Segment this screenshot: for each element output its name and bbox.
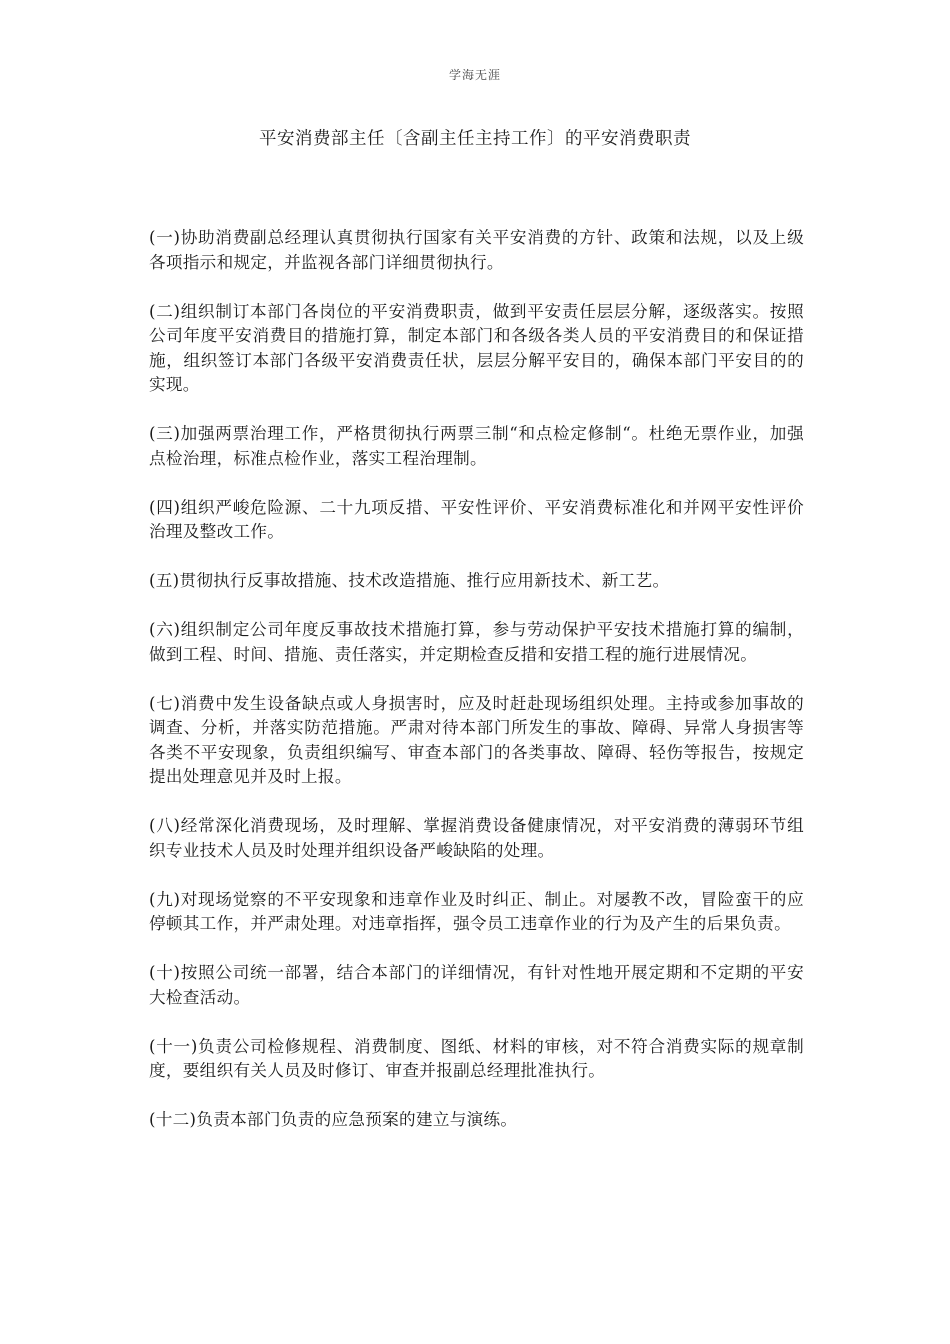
paragraph-2: (二)组织制订本部门各岗位的平安消费职责，做到平安责任层层分解，逐级落实。按照公司年度平安消费目的措施打算，制定本部门和各级各类人员的平安消费目的和保证措施，组织签订本部门各级平安消费责任状，层层分解平安目的，确保本部门平安目的的实现。	[149, 301, 804, 394]
paragraph-5: (五)贯彻执行反事故措施、技术改造措施、推行应用新技术、新工艺。	[149, 571, 670, 590]
document-body	[149, 226, 804, 1157]
paragraph-4: (四)组织严峻危险源、二十九项反措、平安性评价、平安消费标准化和并网平安性评价治理及整改工作。	[149, 497, 804, 541]
paragraph-8: (八)经常深化消费现场，及时理解、掌握消费设备健康情况，对平安消费的薄弱环节组织专业技术人员及时处理并组织设备严峻缺陷的处理。	[149, 816, 804, 860]
paragraph-9: (九)对现场觉察的不平安现象和违章作业及时纠正、制止。对屡教不改，冒险蛮干的应停顿其工作，并严肃处理。对违章指挥，强令员工违章作业的行为及产生的后果负责。	[149, 889, 804, 933]
paragraph-6: (六)组织制定公司年度反事故技术措施打算，参与劳动保护平安技术措施打算的编制，做到工程、时间、措施、责任落实，并定期检查反措和安措工程的施行进展情况。	[149, 620, 804, 664]
page-header: 学海无涯	[448, 68, 501, 82]
paragraph-10: (十)按照公司统一部署，结合本部门的详细情况，有针对性地开展定期和不定期的平安大检查活动。	[149, 963, 804, 1007]
paragraph-7: (七)消费中发生设备缺点或人身损害时，应及时赶赴现场组织处理。主持或参加事故的调查、分析，并落实防范措施。严肃对待本部门所发生的事故、障碍、异常人身损害等各类不平安现象，负责组织编写、审查本部门的各类事故、障碍、轻伤等报告，按规定提出处理意见并及时上报。	[149, 693, 804, 786]
paragraph-1: (一)协助消费副总经理认真贯彻执行国家有关平安消费的方针、政策和法规，以及上级各项指示和规定，并监视各部门详细贯彻执行。	[149, 228, 804, 272]
paragraph-3: (三)加强两票治理工作，严格贯彻执行两票三制“和点检定修制“。杜绝无票作业，加强点检治理，标准点检作业，落实工程治理制。	[149, 424, 804, 468]
paragraph-11: (十一)负责公司检修规程、消费制度、图纸、材料的审核，对不符合消费实际的规章制度，要组织有关人员及时修订、审查并报副总经理批准执行。	[149, 1036, 804, 1080]
document-title: 平安消费部主任〔含副主任主持工作〕的平安消费职责	[259, 129, 691, 149]
paragraph-12: (十二)负责本部门负责的应急预案的建立与演练。	[149, 1110, 518, 1129]
